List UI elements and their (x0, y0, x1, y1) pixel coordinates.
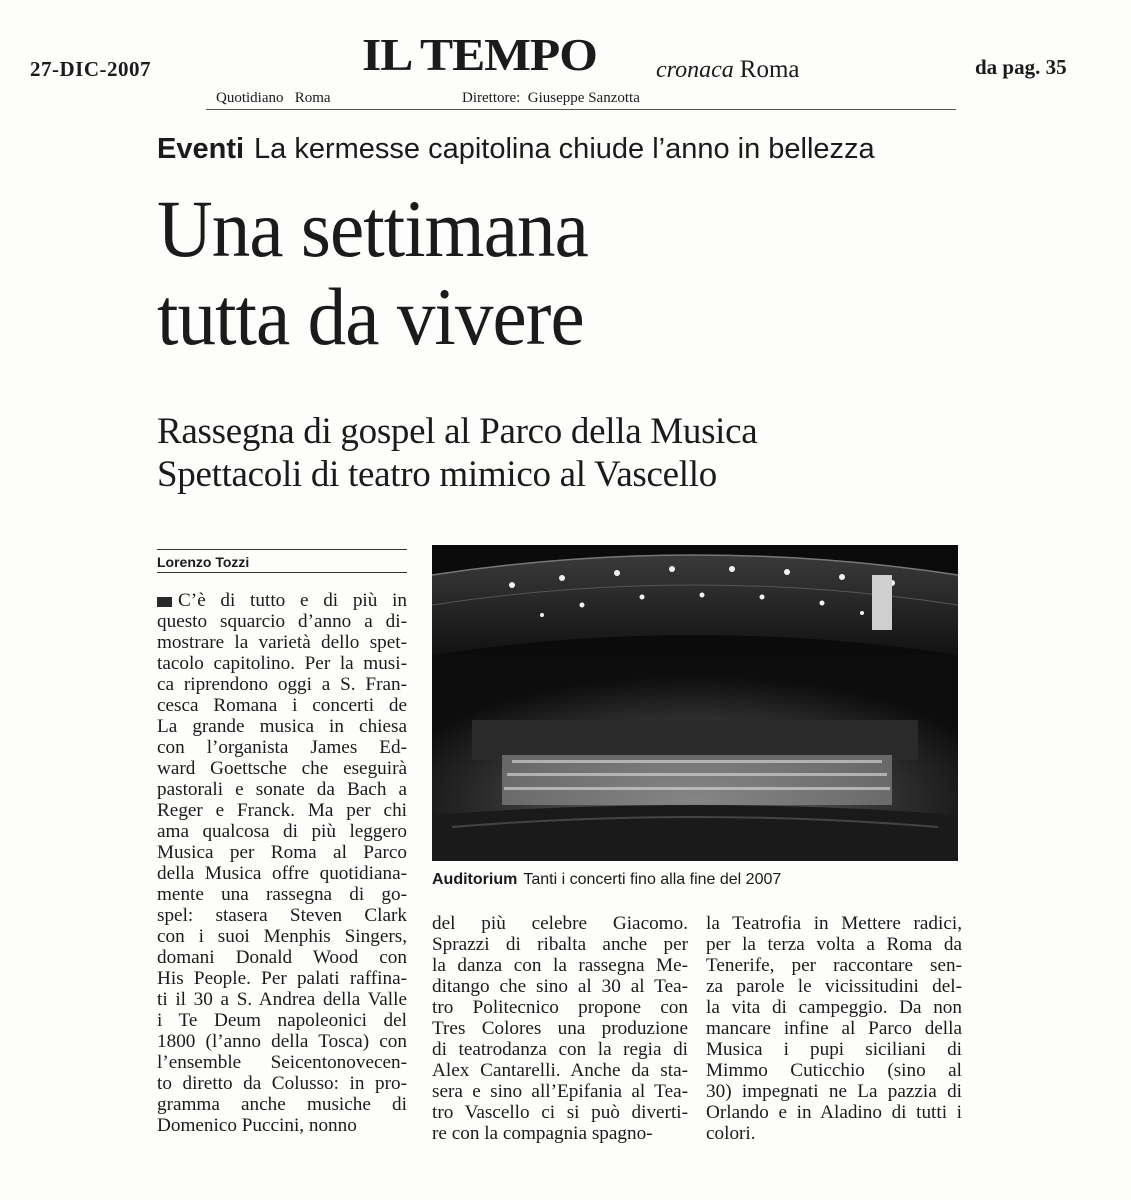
subheadline-line: Rassegna di gospel al Parco della Musica (157, 411, 758, 452)
text-line: tro Politecnico propone con (432, 997, 688, 1018)
subheadline (157, 410, 757, 496)
text-line: della Musica offre quotidiana- (157, 863, 407, 884)
text-line: gramma anche musiche di (157, 1094, 407, 1115)
text-line: pastorali e sonate da Bach a (157, 779, 407, 800)
text-line: Alex Cantarelli. Anche da sta- (432, 1060, 688, 1081)
text-line: Sprazzi di ribalta anche per (432, 934, 688, 955)
text-line: questo squarcio d’anno a di- (157, 611, 407, 632)
text-line: ca riprendono oggi a S. Fran- (157, 674, 407, 695)
text-line: tro Vascello ci si può diverti- (432, 1102, 688, 1123)
page-reference: da pag. 35 (975, 55, 1067, 79)
kicker-text: La kermesse capitolina chiude l’anno in bellezza (254, 133, 875, 165)
article-column-3 (706, 913, 962, 1144)
text-line: domani Donald Wood con (157, 947, 407, 968)
text-line: ward Goettsche che eseguirà (157, 758, 407, 779)
text-line-lead: C’è di tutto e di più in (178, 590, 407, 611)
section-city: Roma (739, 56, 800, 83)
text-line: sera e sino all’Epifania al Tea- (432, 1081, 688, 1102)
text-line: la Teatrofia in Mettere radici, (706, 913, 962, 934)
article-column-2 (432, 913, 688, 1144)
article-column-1 (157, 590, 407, 1136)
text-line: mancare infine al Parco della (706, 1018, 962, 1039)
text-line: del più celebre Giacomo. (432, 913, 688, 934)
headline (157, 185, 588, 361)
text-line: la vita di campeggio. Da non (706, 997, 962, 1018)
photo-caption (432, 871, 781, 889)
text-line: Musica per Roma al Parco (157, 842, 407, 863)
caption-text: Tanti i concerti fino alla fine del 2007 (523, 871, 782, 888)
text-line: 30) impegnati ne La pazzia di (706, 1081, 962, 1102)
text-line: ditango che sino al 30 al Tea- (432, 976, 688, 997)
header-divider (206, 109, 956, 110)
text-line: colori. (706, 1123, 756, 1144)
text-line: Mimmo Cuticchio (sino al (706, 1060, 962, 1081)
text-line: 1800 (l’anno della Tosca) con (157, 1031, 407, 1052)
text-line: re con la compagnia spagno- (432, 1123, 653, 1144)
byline: Lorenzo Tozzi (157, 554, 250, 570)
text-line: mente una rassegna di go- (157, 884, 407, 905)
auditorium-photo (432, 545, 958, 861)
subheadline-line: Spettacoli di teatro mimico al Vascello (157, 454, 717, 495)
text-line: l’ensemble Seicentonovecen- (157, 1052, 407, 1073)
text-line (157, 590, 407, 611)
text-line: con l’organista James Ed- (157, 737, 407, 758)
text-line: La grande musica in chiesa (157, 716, 407, 737)
text-line: con i suoi Menphis Singers, (157, 926, 407, 947)
newspaper-masthead: IL TEMPO (362, 29, 597, 80)
kicker (157, 133, 875, 166)
caption-label: Auditorium (432, 871, 518, 888)
publication-info: Quotidiano Roma (216, 90, 331, 106)
issue-date: 27-DIC-2007 (30, 57, 151, 81)
kicker-label: Eventi (157, 133, 245, 165)
text-line: per la terza volta a Roma da (706, 934, 962, 955)
headline-line: tutta da vivere (157, 271, 584, 362)
text-line: His People. Per palati raffina- (157, 968, 407, 989)
text-line: tacolo capitolino. Per la musi- (157, 653, 407, 674)
text-line: ti il 30 a S. Andrea della Valle (157, 989, 407, 1010)
text-line: la danza con la rassegna Me- (432, 955, 688, 976)
text-line: Musica i pupi siciliani di (706, 1039, 962, 1060)
text-line: to diretto da Colusso: in pro- (157, 1073, 407, 1094)
text-line: cesca Romana i concerti de (157, 695, 407, 716)
headline-line: Una settimana (157, 183, 588, 274)
section-name: cronaca (656, 57, 734, 83)
director-info: Direttore: Giuseppe Sanzotta (462, 90, 640, 106)
text-line: spel: stasera Steven Clark (157, 905, 407, 926)
section-label (656, 56, 799, 84)
text-line: za parole le vicissitudini del- (706, 976, 962, 997)
byline-rule (157, 572, 407, 573)
text-line: Tres Colores una produzione (432, 1018, 688, 1039)
text-line: ama qualcosa di più leggero (157, 821, 407, 842)
text-line: Tenerife, per raccontare sen- (706, 955, 962, 976)
text-line: di teatrodanza con la regia di (432, 1039, 688, 1060)
square-bullet-icon (157, 597, 172, 607)
concert-hall-image (432, 545, 958, 861)
byline-rule (157, 549, 407, 550)
text-line: i Te Deum napoleonici del (157, 1010, 407, 1031)
text-line: Reger e Franck. Ma per chi (157, 800, 407, 821)
text-line: mostrare la varietà dello spet- (157, 632, 407, 653)
text-line: Orlando e in Aladino di tutti i (706, 1102, 962, 1123)
text-line: Domenico Puccini, nonno (157, 1115, 357, 1136)
